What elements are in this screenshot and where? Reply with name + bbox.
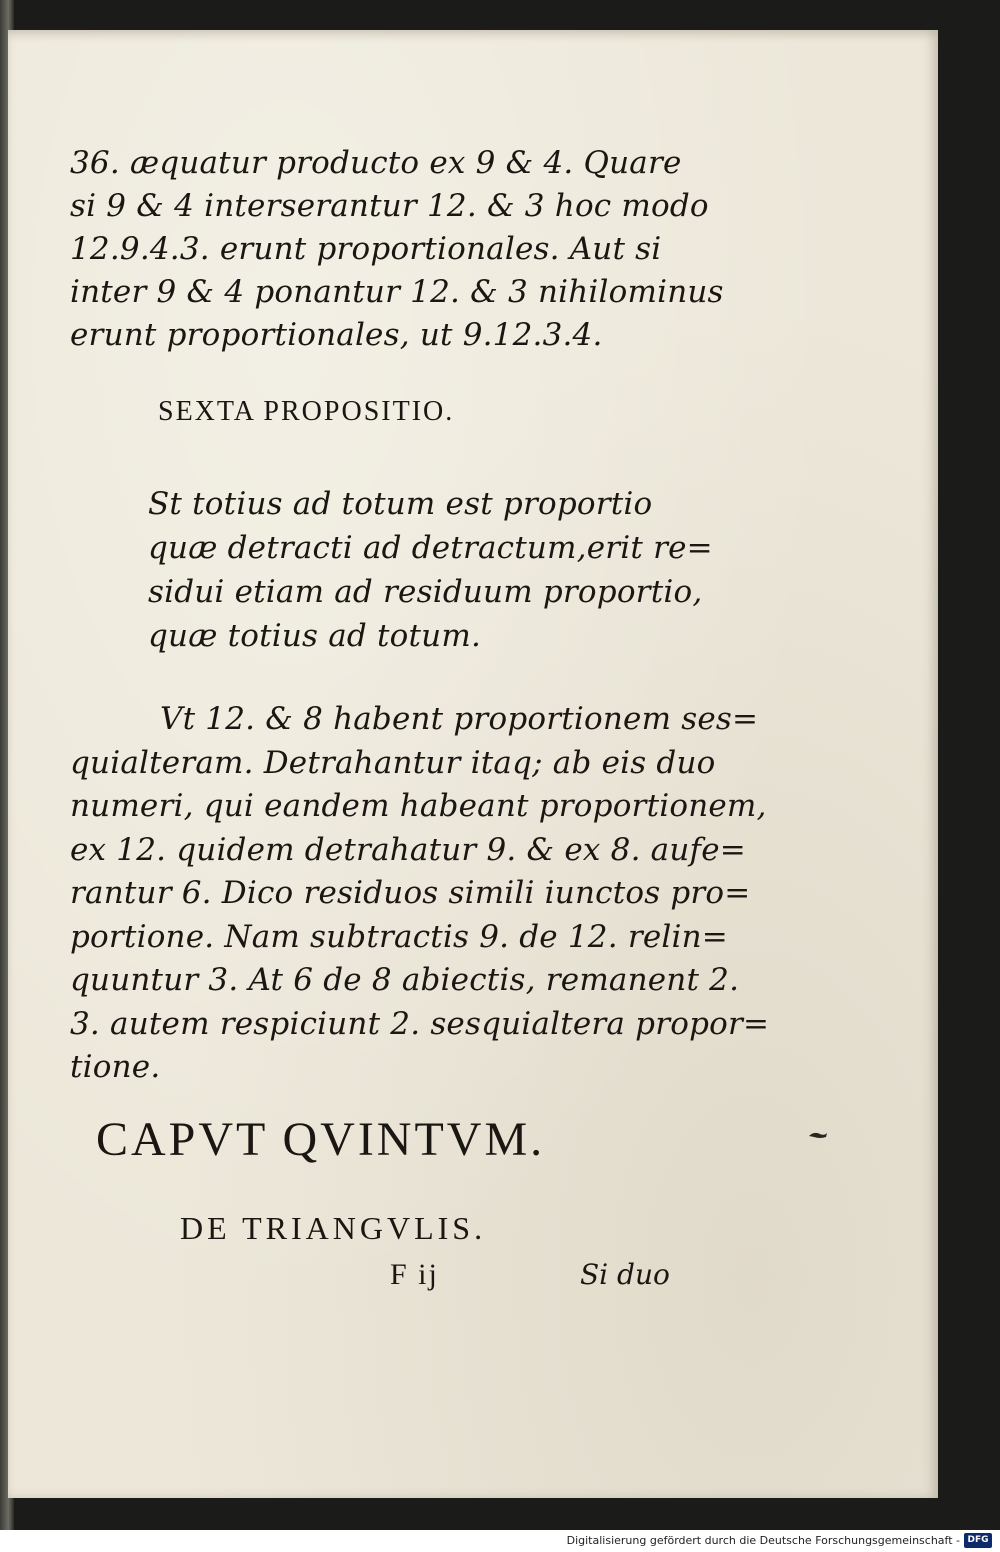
chapter-subheading: DE TRIANGVLIS. <box>180 1210 487 1246</box>
text-line: rantur 6. Dico residuos simili iunctos pro= <box>70 875 751 911</box>
signature-mark: F ij <box>390 1258 439 1291</box>
text-line: ex 12. quidem detrahatur 9. & ex 8. aufe= <box>70 831 746 868</box>
text-line: inter 9 & 4 ponantur 12. & 3 nihilominus <box>70 274 724 310</box>
book-page <box>8 30 938 1498</box>
proposition-heading: SEXTA PROPOSITIO. <box>158 396 455 427</box>
text-line: quialteram. Detrahantur itaq; ab eis duo <box>70 744 716 781</box>
text-line: si 9 & 4 interserantur 12. & 3 hoc modo <box>70 188 709 224</box>
text-line: quæ detracti ad detractum,erit re= <box>148 530 713 566</box>
text-line: St totius ad totum est proportio <box>148 486 653 522</box>
text-line: numeri, qui eandem habeant proportionem, <box>70 788 767 824</box>
chapter-title: CAPVT QVINTVM. <box>96 1113 546 1166</box>
catchword: Si duo <box>580 1258 670 1291</box>
ink-mark-icon <box>808 1130 828 1140</box>
text-line: tione. <box>70 1049 161 1085</box>
text-line: erunt proportionales, ut 9.12.3.4. <box>70 317 603 353</box>
text-line: 3. autem respiciunt 2. sesquialtera propor= <box>70 1005 770 1042</box>
text-line: sidui etiam ad residuum proportio, <box>148 574 703 610</box>
proposition-text <box>148 482 713 658</box>
text-line: quuntur 3. At 6 de 8 abiectis, remanent 2. <box>70 962 740 998</box>
top-paragraph <box>70 142 724 357</box>
text-line: 12.9.4.3. erunt proportionales. Aut si <box>70 231 662 267</box>
text-line: quæ totius ad totum. <box>148 618 481 654</box>
footer-bar <box>0 1530 1000 1552</box>
text-line: portione. Nam subtractis 9. de 12. relin= <box>70 918 728 955</box>
dfg-logo-icon: DFG <box>964 1533 992 1548</box>
proof-paragraph <box>70 698 769 1090</box>
text-line: 36. æquatur producto ex 9 & 4. Quare <box>70 145 682 181</box>
digitization-credit: Digitalisierung gefördert durch die Deutsche Forschungsgemeinschaft - <box>566 1534 960 1547</box>
text-line: Vt 12. & 8 habent proportionem ses= <box>160 701 759 737</box>
